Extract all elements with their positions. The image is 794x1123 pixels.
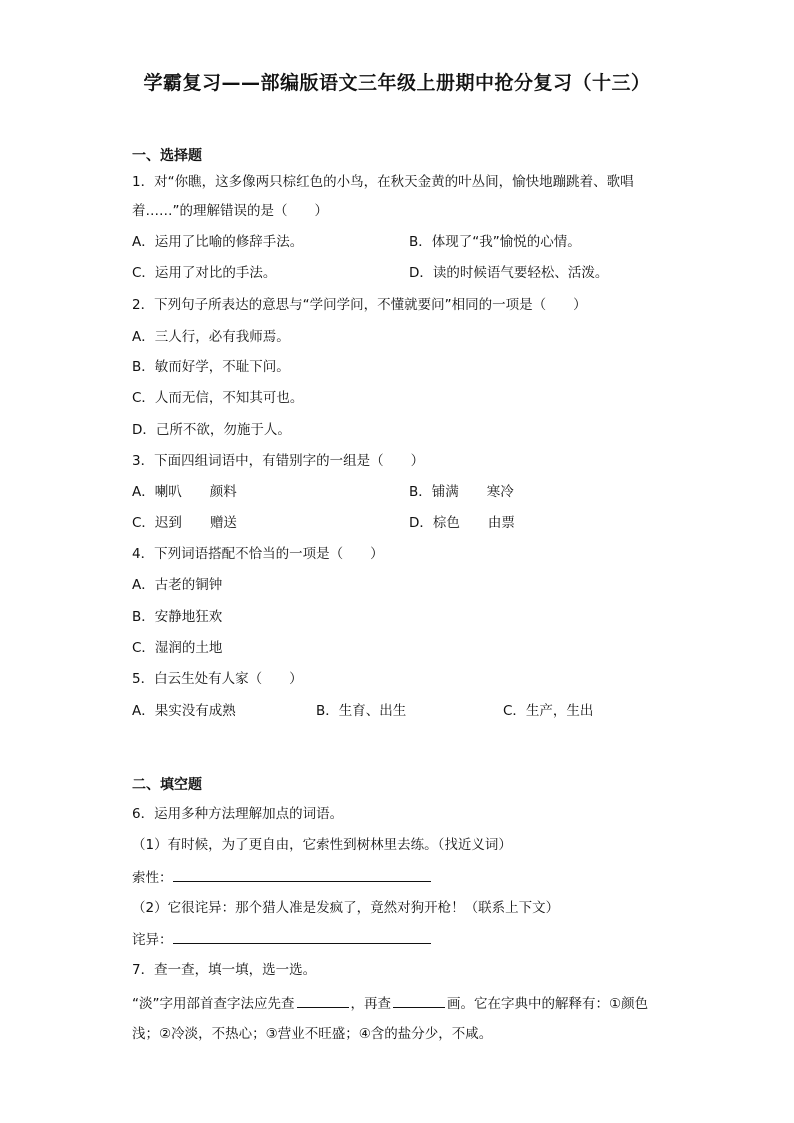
q7-line1 (132, 993, 648, 1014)
q2-option-d: D．己所不欲，勿施于人。 (132, 422, 291, 438)
q1-option-d: D．读的时候语气要轻松、活泼。 (409, 265, 609, 281)
q1-option-c: C．运用了对比的手法。 (132, 265, 277, 281)
q3-option-a-word2: 颜料 (209, 484, 237, 500)
q7-radical-blank[interactable] (297, 993, 349, 1008)
q6-part2: （2）它很诧异：那个猎人准是发疯了，竟然对狗开枪！（联系上下文） (132, 900, 560, 916)
q7-stroke-blank[interactable] (393, 993, 445, 1008)
q3-option-c-word1: C．迟到 (132, 515, 182, 531)
section-heading-fill: 二、填空题 (132, 777, 202, 793)
q6-answer1-label: 索性： (132, 870, 173, 886)
q4-stem: 4．下列词语搭配不恰当的一项是（ ） (132, 546, 384, 562)
q3-option-a-word1: A．喇叭 (132, 484, 182, 500)
q2-option-b: B．敏而好学，不耻下问。 (132, 359, 290, 375)
q7-stem: 7．查一查，填一填，选一选。 (132, 962, 317, 978)
q1-stem-line2: 着……”的理解错误的是（ ） (132, 203, 328, 219)
q1-option-b: B．体现了“我”愉悦的心情。 (409, 234, 581, 250)
q7-line1-part-a: “淡”字用部首查字法应先查 (132, 996, 295, 1012)
q6-answer2-blank[interactable] (173, 929, 431, 944)
q3-option-a (132, 482, 237, 502)
q7-line1-part-c: 画。它在字典中的解释有：①颜色 (447, 996, 649, 1012)
q1-stem-line1: 1．对“你瞧，这多像两只棕红色的小鸟，在秋天金黄的叶丛间，愉快地蹦跳着、歌唱 (132, 174, 634, 190)
q6-part1: （1）有时候，为了更自由，它索性到树林里去练。（找近义词） (132, 837, 512, 853)
q4-option-b: B．安静地狂欢 (132, 609, 223, 625)
q6-answer1-row (132, 867, 431, 888)
section-heading-choice: 一、选择题 (132, 148, 202, 164)
q5-option-b: B．生育、出生 (316, 703, 407, 719)
q3-option-c (132, 513, 237, 533)
q2-option-a: A．三人行，必有我师焉。 (132, 329, 290, 345)
q6-answer2-row (132, 929, 431, 950)
q3-option-b-word2: 寒冷 (486, 484, 514, 500)
q3-stem: 3．下面四组词语中，有错别字的一组是（ ） (132, 453, 425, 469)
q5-stem: 5．白云生处有人家（ ） (132, 671, 303, 687)
q5-option-c: C．生产，生出 (503, 703, 594, 719)
q4-option-a: A．古老的铜钟 (132, 577, 223, 593)
q3-option-b (409, 482, 514, 502)
q4-option-c: C．湿润的土地 (132, 640, 223, 656)
q2-option-c: C．人而无信，不知其可也。 (132, 390, 304, 406)
q7-line2: 浅；②冷淡，不热心；③营业不旺盛；④含的盐分少，不咸。 (132, 1026, 493, 1042)
q1-option-a: A．运用了比喻的修辞手法。 (132, 234, 304, 250)
q6-answer1-blank[interactable] (173, 867, 431, 882)
q5-option-a: A．果实没有成熟 (132, 703, 236, 719)
q3-option-c-word2: 赠送 (209, 515, 237, 531)
q6-answer2-label: 诧异： (132, 932, 173, 948)
q3-option-d (409, 513, 515, 533)
q3-option-d-word2: 由票 (487, 515, 515, 531)
q7-line1-part-b: ，再查 (350, 996, 391, 1012)
q3-option-d-word1: D．棕色 (409, 515, 460, 531)
q3-option-b-word1: B．铺满 (409, 484, 459, 500)
page-title: 学霸复习——部编版语文三年级上册期中抢分复习（十三） (143, 72, 651, 94)
q6-stem: 6．运用多种方法理解加点的词语。 (132, 806, 344, 822)
q2-stem: 2．下列句子所表达的意思与“学问学问，不懂就要问”相同的一项是（ ） (132, 297, 587, 313)
